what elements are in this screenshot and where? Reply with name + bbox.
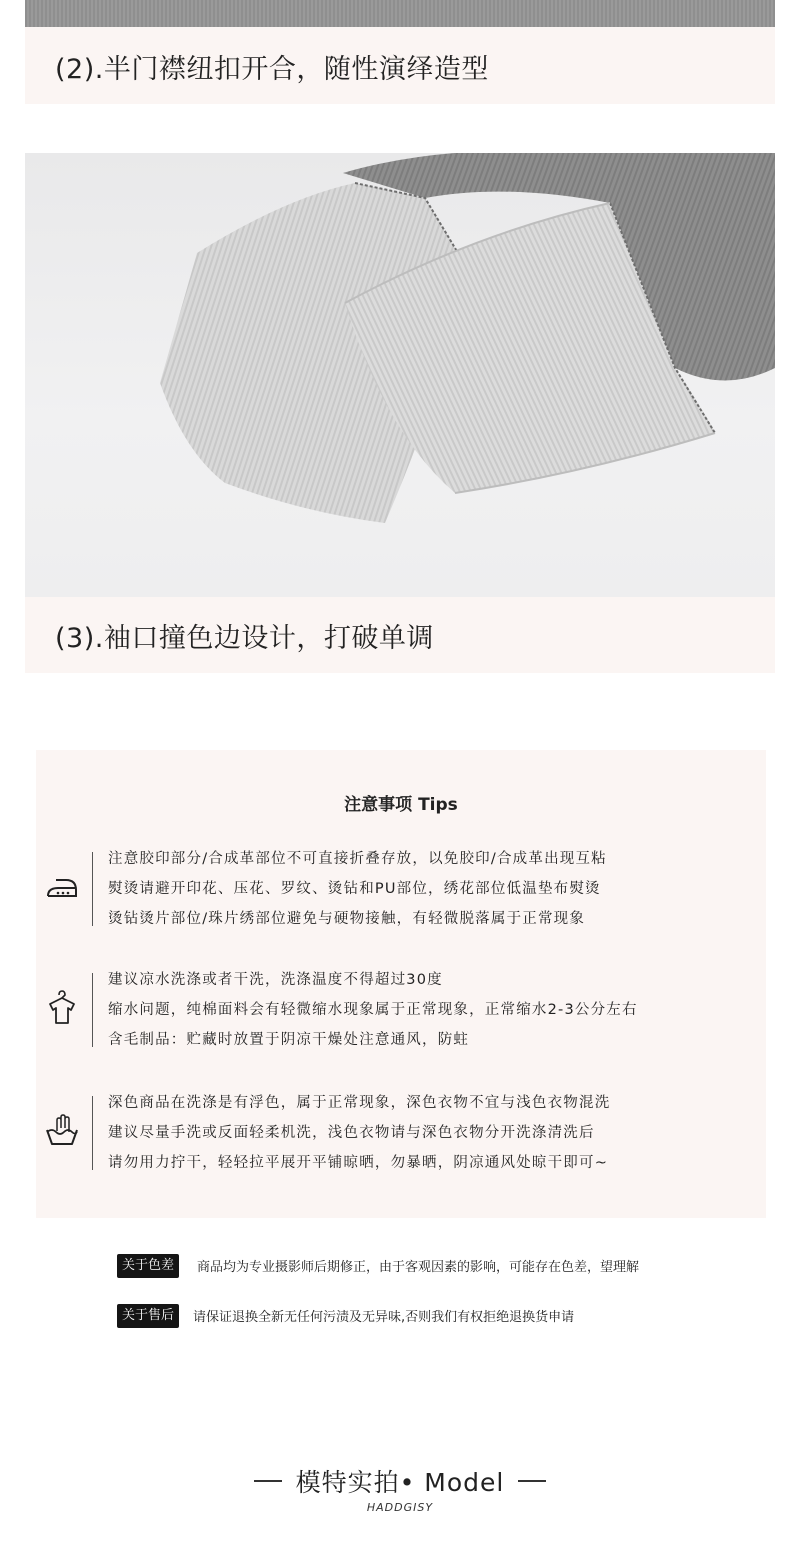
tip-line: 建议尽量手洗或反面轻柔机洗，浅色衣物请与深色衣物分开洗涤清洗后 [108, 1125, 595, 1141]
tip-block-dark-colors [36, 1088, 766, 1178]
care-tips-card [36, 750, 766, 1218]
tip-divider [92, 973, 93, 1047]
tip-line: 烫钻烫片部位/珠片绣部位避免与硬物接触，有轻微脱落属于正常现象 [108, 911, 586, 927]
after-sales-note [117, 1304, 677, 1328]
model-section-heading [0, 1463, 800, 1514]
feature-caption-cuff: (3).袖口撞色边设计，打破单调 [55, 623, 434, 654]
tip-lines-dark-colors [108, 1088, 610, 1178]
tip-divider [92, 852, 93, 926]
caption-band-placket [25, 27, 775, 104]
color-difference-note [117, 1254, 717, 1278]
cuff-illustration [25, 153, 775, 597]
tip-lines-ironing [108, 844, 607, 934]
note-tag-after-sales: 关于售后 [117, 1304, 179, 1328]
tip-block-washing [36, 965, 766, 1055]
note-text-after-sales: 请保证退换全新无任何污渍及无异味,否则我们有权拒绝退换货申请 [193, 1310, 575, 1325]
tip-block-ironing [36, 844, 766, 934]
hand-wash-icon [44, 1110, 80, 1150]
heading-dash-left [254, 1480, 282, 1482]
note-text-color-difference: 商品均为专业摄影师后期修正，由于客观因素的影响，可能存在色差，望理解 [197, 1260, 640, 1275]
iron-icon [44, 866, 80, 906]
heading-dash-right [518, 1480, 546, 1482]
brand-name: HADDGISY [366, 1501, 434, 1514]
tip-line: 深色商品在洗涤是有浮色，属于正常现象，深色衣物不宜与浅色衣物混洗 [108, 1095, 611, 1111]
caption-band-cuff [25, 597, 775, 673]
tip-line: 熨烫请避开印花、压花、罗纹、烫钻和PU部位，绣花部位低温垫布熨烫 [108, 881, 601, 897]
note-tag-color-difference: 关于色差 [117, 1254, 179, 1278]
tip-line: 含毛制品：贮藏时放置于阴凉干燥处注意通风，防蛀 [108, 1032, 470, 1048]
tips-title: 注意事项 Tips [344, 795, 458, 815]
cuff-detail-photo [25, 153, 775, 597]
tip-line: 请勿用力拧干，轻轻拉平展开平铺晾晒，勿暴晒，阴凉通风处晾干即可~ [108, 1155, 609, 1171]
tip-lines-washing [108, 965, 638, 1055]
tip-line: 建议凉水洗涤或者干洗，洗涤温度不得超过30度 [108, 972, 443, 988]
sweater-photo-fragment [25, 0, 775, 27]
tip-line: 缩水问题，纯棉面料会有轻微缩水现象属于正常现象，正常缩水2-3公分左右 [108, 1002, 638, 1018]
tip-line: 注意胶印部分/合成革部位不可直接折叠存放，以免胶印/合成革出现互粘 [108, 851, 607, 867]
model-section-title: 模特实拍• Model [295, 1468, 505, 1497]
feature-caption-placket: (2).半门襟纽扣开合，随性演绎造型 [55, 54, 489, 85]
tip-divider [92, 1096, 93, 1170]
hanging-shirt-icon [44, 987, 80, 1027]
